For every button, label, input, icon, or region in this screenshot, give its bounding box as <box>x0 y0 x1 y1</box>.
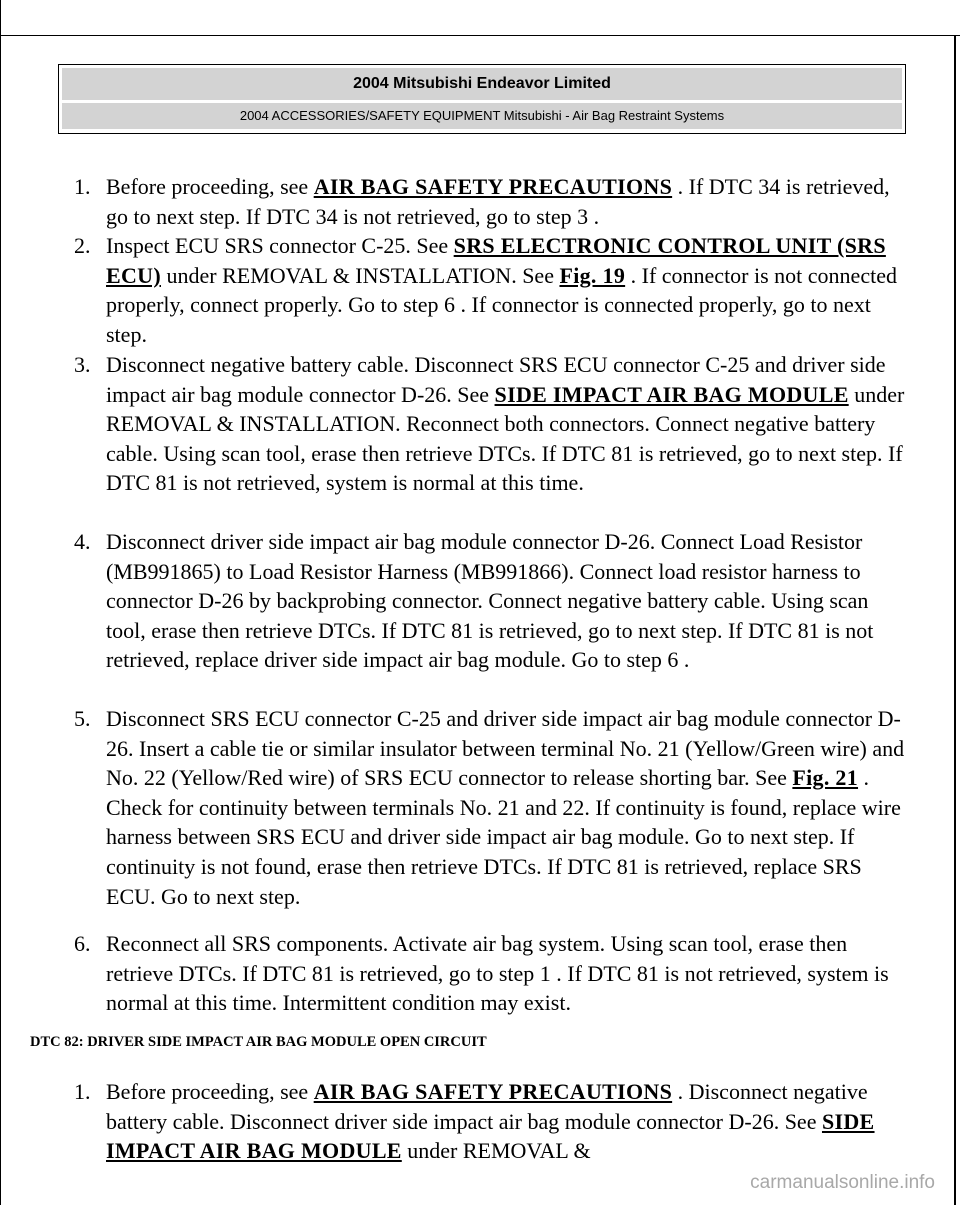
step-text: Before proceeding, see AIR BAG SAFETY PRECAUTIONS . If DTC 34 is retrieved, go to next step. If DTC 34 is not retrieved, go to step 3 . <box>106 174 890 229</box>
step-text: Inspect ECU SRS connector C-25. See SRS ELECTRONIC CONTROL UNIT (SRS ECU) under REMOVAL & INSTALLATION. See Fig. 19 . If connector is not connected properly, connect properly. Go to step 6 . If connector is connected properly, go to next step. <box>106 233 897 347</box>
vehicle-title: 2004 Mitsubishi Endeavor Limited <box>62 68 902 100</box>
document-header <box>58 64 906 134</box>
step-text: Reconnect all SRS components. Activate air bag system. Using scan tool, erase then retrieve DTCs. If DTC 81 is retrieved, go to step 1 . If DTC 81 is not retrieved, system is normal at this time. Intermittent condition may exist. <box>106 931 889 1016</box>
step-number: 1. <box>74 1079 91 1104</box>
step-number: 4. <box>74 529 91 554</box>
link-fig-21[interactable]: Fig. 21 <box>792 765 859 791</box>
step-text: Disconnect negative battery cable. Disconnect SRS ECU connector C-25 and driver side impact air bag module connector D-26. See SIDE IMPACT AIR BAG MODULE under REMOVAL & INSTALLATION. Reconnect both connectors. Connect negative battery cable. Using scan tool, erase then retrieve DTCs. If DTC 81 is retrieved, go to next step. If DTC 81 is not retrieved, system is normal at this time. <box>106 352 905 496</box>
step-text: Disconnect driver side impact air bag module connector D-26. Connect Load Resistor (MB991865) to Load Resistor Harness (MB991866). Connect load resistor harness to connector D-26 by backprobing connector. Connect negative battery cable. Using scan tool, erase then retrieve DTCs. If DTC 81 is retrieved, go to next step. If DTC 81 is not retrieved, replace driver side impact air bag module. Go to step 6 . <box>106 529 874 673</box>
section-heading-dtc82: DTC 82: DRIVER SIDE IMPACT AIR BAG MODULE OPEN CIRCUIT <box>30 1034 487 1050</box>
step-number: 3. <box>74 352 91 377</box>
step-text: Disconnect SRS ECU connector C-25 and driver side impact air bag module connector D-26. Insert a cable tie or similar insulator between terminal No. 21 (Yellow/Green wire) and No. 22 (Yellow/Red wire) of SRS ECU connector to release shorting bar. See Fig. 21 . Check for continuity between terminals No. 21 and 22. If continuity is found, replace wire harness between SRS ECU and driver side impact air bag module. Go to next step. If continuity is not found, erase then retrieve DTCs. If DTC 81 is retrieved, replace SRS ECU. Go to next step. <box>106 706 905 909</box>
step-text: Before proceeding, see AIR BAG SAFETY PRECAUTIONS . Disconnect negative battery cable. Disconnect driver side impact air bag module connector D-26. See SIDE IMPACT AIR BAG MODULE under REMOVAL & <box>106 1079 875 1164</box>
link-air-bag-safety-precautions[interactable]: AIR BAG SAFETY PRECAUTIONS <box>313 174 673 199</box>
link-air-bag-safety-precautions[interactable]: AIR BAG SAFETY PRECAUTIONS <box>313 1079 673 1104</box>
link-fig-19[interactable]: Fig. 19 <box>559 262 626 288</box>
section-subtitle: 2004 ACCESSORIES/SAFETY EQUIPMENT Mitsubishi - Air Bag Restraint Systems <box>62 103 902 129</box>
page-frame-left <box>0 0 1 1205</box>
step-number: 6. <box>74 931 91 956</box>
link-srs-ecu[interactable]: SRS ELECTRONIC CONTROL UNIT (SRS ECU) <box>106 233 886 288</box>
step-number: 1. <box>74 174 91 199</box>
step-number: 2. <box>74 233 91 258</box>
link-side-impact-air-bag-module[interactable]: SIDE IMPACT AIR BAG MODULE <box>494 381 849 407</box>
page-frame-right <box>954 35 956 1205</box>
link-side-impact-air-bag-module[interactable]: SIDE IMPACT AIR BAG MODULE <box>106 1108 875 1164</box>
watermark: carmanualsonline.info <box>750 1172 935 1193</box>
page-frame-top <box>0 35 960 36</box>
step-number: 5. <box>74 706 91 731</box>
